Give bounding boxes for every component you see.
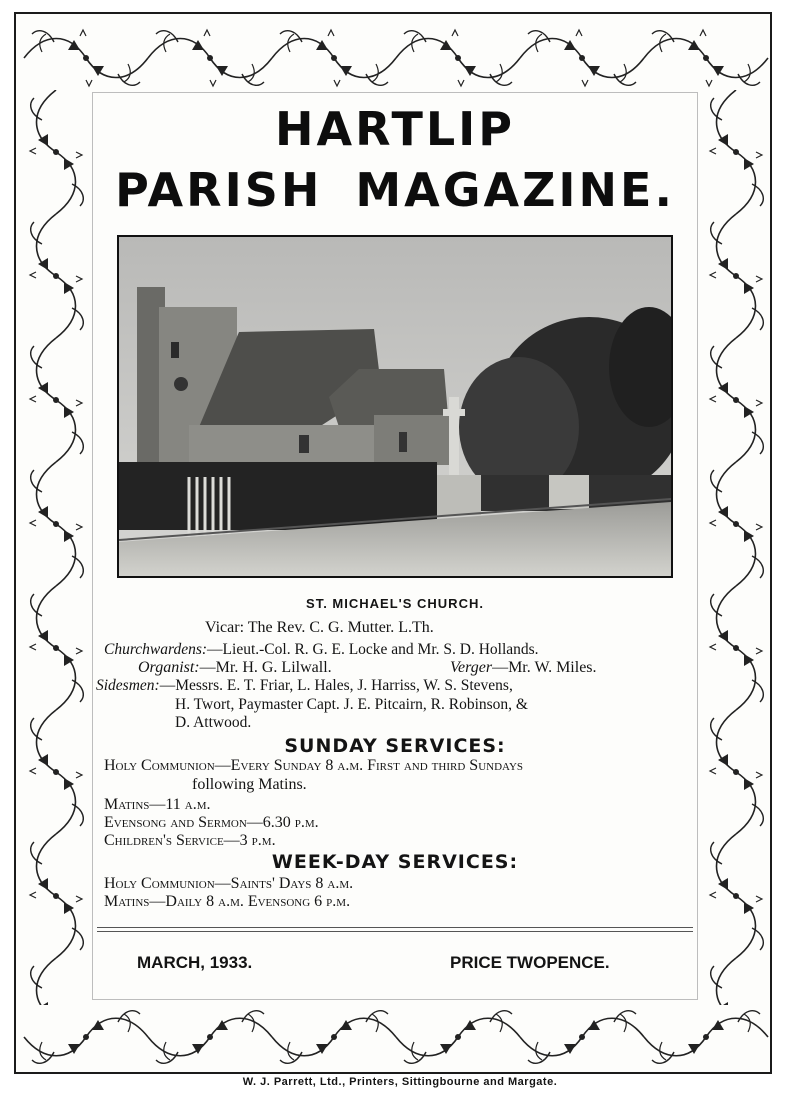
organist-verger-line bbox=[138, 659, 332, 677]
sunday-services-heading: SUNDAY SERVICES: bbox=[284, 735, 506, 757]
sunday-service-line: Matins—11 a.m. bbox=[104, 796, 211, 813]
sunday-service-line: Holy Communion—Every Sunday 8 a.m. First and third Sundays bbox=[104, 757, 524, 774]
weekday-service-line: Matins—Daily 8 a.m. Evensong 6 p.m. bbox=[104, 893, 351, 910]
verger-line bbox=[450, 659, 597, 677]
masthead-title-line-1: HARTLIP bbox=[275, 102, 515, 156]
issue-date: MARCH, 1933. bbox=[137, 953, 253, 972]
sunday-service-line: Evensong and Sermon—6.30 p.m. bbox=[104, 814, 319, 831]
verger-value: —Mr. W. Miles. bbox=[492, 659, 597, 676]
sidesmen-line-3: D. Attwood. bbox=[175, 714, 252, 731]
ornamental-border-left bbox=[22, 90, 90, 1005]
sunday-service-line: following Matins. bbox=[192, 776, 307, 793]
sidesmen-line bbox=[96, 677, 513, 695]
weekday-service-line: Holy Communion—Saints' Days 8 a.m. bbox=[104, 875, 354, 892]
divider-rule bbox=[97, 927, 693, 928]
organist-value: —Mr. H. G. Lilwall. bbox=[199, 659, 332, 676]
churchwardens-label: Churchwardens: bbox=[104, 641, 208, 658]
printer-imprint: W. J. Parrett, Ltd., Printers, Sittingbourne and Margate. bbox=[242, 1076, 558, 1088]
ornamental-border-bottom bbox=[20, 1002, 772, 1072]
church-photograph bbox=[117, 235, 673, 578]
verger-label: Verger bbox=[450, 659, 493, 676]
ornamental-border-right bbox=[702, 90, 770, 1005]
vicar-line bbox=[205, 619, 434, 637]
sidesmen-line-2: H. Twort, Paymaster Capt. J. E. Pitcairn, R. Robinson, & bbox=[175, 696, 528, 713]
photo-caption: ST. MICHAEL'S CHURCH. bbox=[306, 596, 484, 611]
sidesmen-label: Sidesmen: bbox=[96, 677, 160, 694]
sunday-service-line: Children's Service—3 p.m. bbox=[104, 832, 276, 849]
sidesmen-value-1: —Messrs. E. T. Friar, L. Hales, J. Harriss, W. S. Stevens, bbox=[159, 677, 513, 694]
churchwardens-line bbox=[104, 641, 539, 659]
weekday-services-heading: WEEK-DAY SERVICES: bbox=[271, 851, 519, 873]
vicar-label: Vicar: bbox=[205, 619, 245, 636]
masthead-title-line-2: PARISH MAGAZINE. bbox=[115, 163, 675, 217]
vicar-value: The Rev. C. G. Mutter. L.Th. bbox=[247, 619, 434, 636]
issue-price: PRICE TWOPENCE. bbox=[450, 953, 610, 972]
ornamental-border-top bbox=[20, 22, 772, 94]
divider-rule bbox=[97, 931, 693, 932]
organist-label: Organist: bbox=[138, 659, 200, 676]
churchwardens-value: —Lieut.-Col. R. G. E. Locke and Mr. S. D. Hollands. bbox=[207, 641, 539, 658]
